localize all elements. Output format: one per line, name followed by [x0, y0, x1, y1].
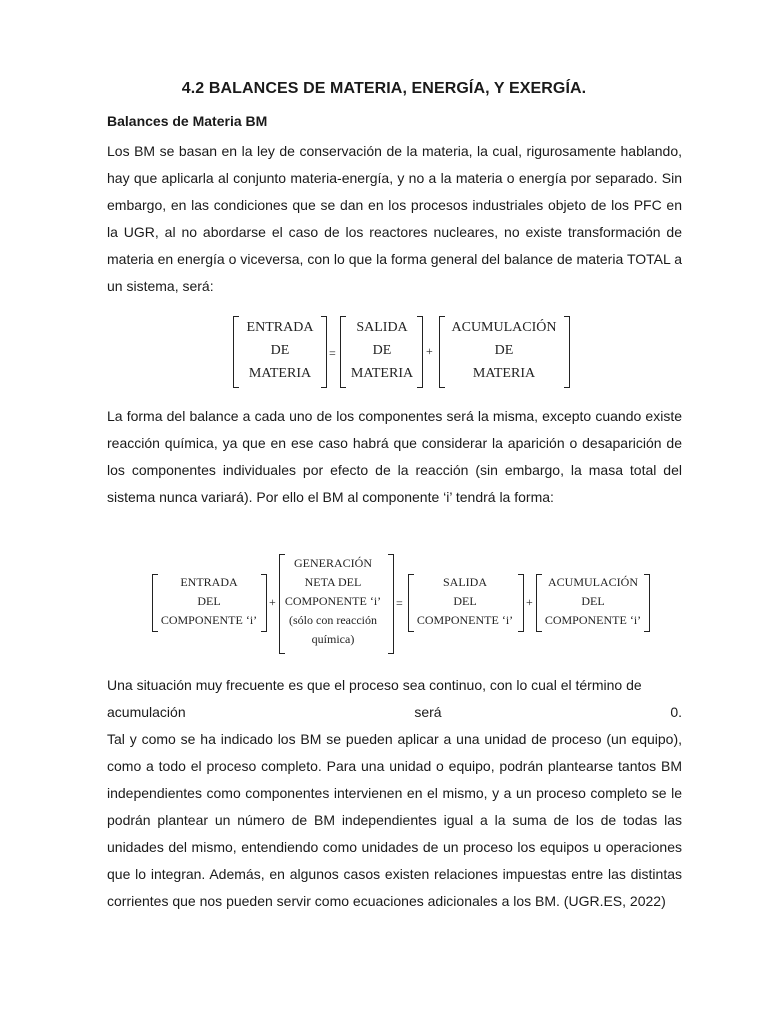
equation-total-balance: [233, 316, 573, 390]
eq1-equals: =: [329, 346, 336, 360]
eq1-salida-de-materia: SALIDA DE MATERIA: [350, 320, 414, 381]
paragraph-3-line-1: Una situación muy frecuente es que el proceso sea continuo, con lo cual el término de: [107, 677, 642, 693]
eq2-plus-2: +: [526, 595, 533, 609]
eq2-acumulacion-del-componente: ACUMULACIÓN DEL COMPONENTE ‘i’: [544, 575, 642, 627]
paragraph-2-text: La forma del balance a cada uno de los componentes será la misma, excepto cuando existe reacción química, ya que en ese caso habrá que considerar la aparición o desaparición de los componentes individuales por efecto de la reacción (sin embargo, la masa total del sistema nunca variará). Por ello el BM al componente ‘i’ tendrá la forma:: [107, 408, 682, 505]
bracket-right: [417, 316, 423, 388]
section-title: 4.2 BALANCES DE MATERIA, ENERGÍA, Y EXERGÍA.: [181, 80, 587, 97]
eq2-entrada-del-componente: ENTRADA DEL COMPONENTE ‘i’: [160, 575, 258, 627]
paragraph-1: [107, 138, 682, 300]
bracket-right: [564, 316, 570, 388]
paragraph-3: [107, 672, 682, 915]
bracket-right: [518, 574, 524, 632]
paragraph-2: [107, 403, 682, 511]
section-subtitle: Balances de Materia BM: [107, 113, 268, 129]
paragraph-4-text: Tal y como se ha indicado los BM se pueden aplicar a una unidad de proceso (un equipo), como a todo el proceso completo. Para una unidad o equipo, podrán plantearse tantos BM independientes como componentes intervienen en el mismo, y a un proceso completo se le podrán plantear un número de BM independientes igual a la suma de los de todas las unidades del mismo, entendiendo como unidades de un proceso los equipos u operaciones que lo integran. Además, en algunos casos existen relaciones impuestas entre las distintas corrientes que nos pueden servir como ecuaciones adicionales a los BM. (UGR.ES, 2022): [107, 731, 682, 909]
eq1-plus: +: [426, 344, 433, 358]
eq2-equals: =: [396, 596, 403, 610]
bracket-right: [321, 316, 327, 388]
eq1-entrada-de-materia: ENTRADA DE MATERIA: [246, 320, 314, 381]
bracket-right: [644, 574, 650, 632]
eq1-acumulacion-de-materia: ACUMULACIÓN DE MATERIA: [451, 320, 557, 381]
eq2-generacion-neta: GENERACIÓN NETA DEL COMPONENTE ‘i’ (sólo con reacción química): [284, 556, 382, 646]
paragraph-3-line-2: acumulación será 0.: [107, 704, 682, 720]
eq2-salida-del-componente: SALIDA DEL COMPONENTE ‘i’: [416, 575, 514, 627]
bracket-right: [388, 554, 394, 654]
paragraph-1-text: Los BM se basan en la ley de conservación de la materia, la cual, rigurosamente hablando, hay que aplicarla al conjunto materia-energía, y no a la materia o energía por separado. Sin embargo, en las condiciones que se dan en los procesos industriales objeto de los PFC en la UGR, al no abordarse el caso de los reactores nucleares, no existe transformación de materia en energía o viceversa, con lo que la forma general del balance de materia TOTAL a un sistema, será:: [107, 143, 682, 294]
eq2-plus-1: +: [269, 595, 276, 609]
bracket-right: [261, 574, 267, 632]
equation-component-balance: [152, 552, 652, 656]
